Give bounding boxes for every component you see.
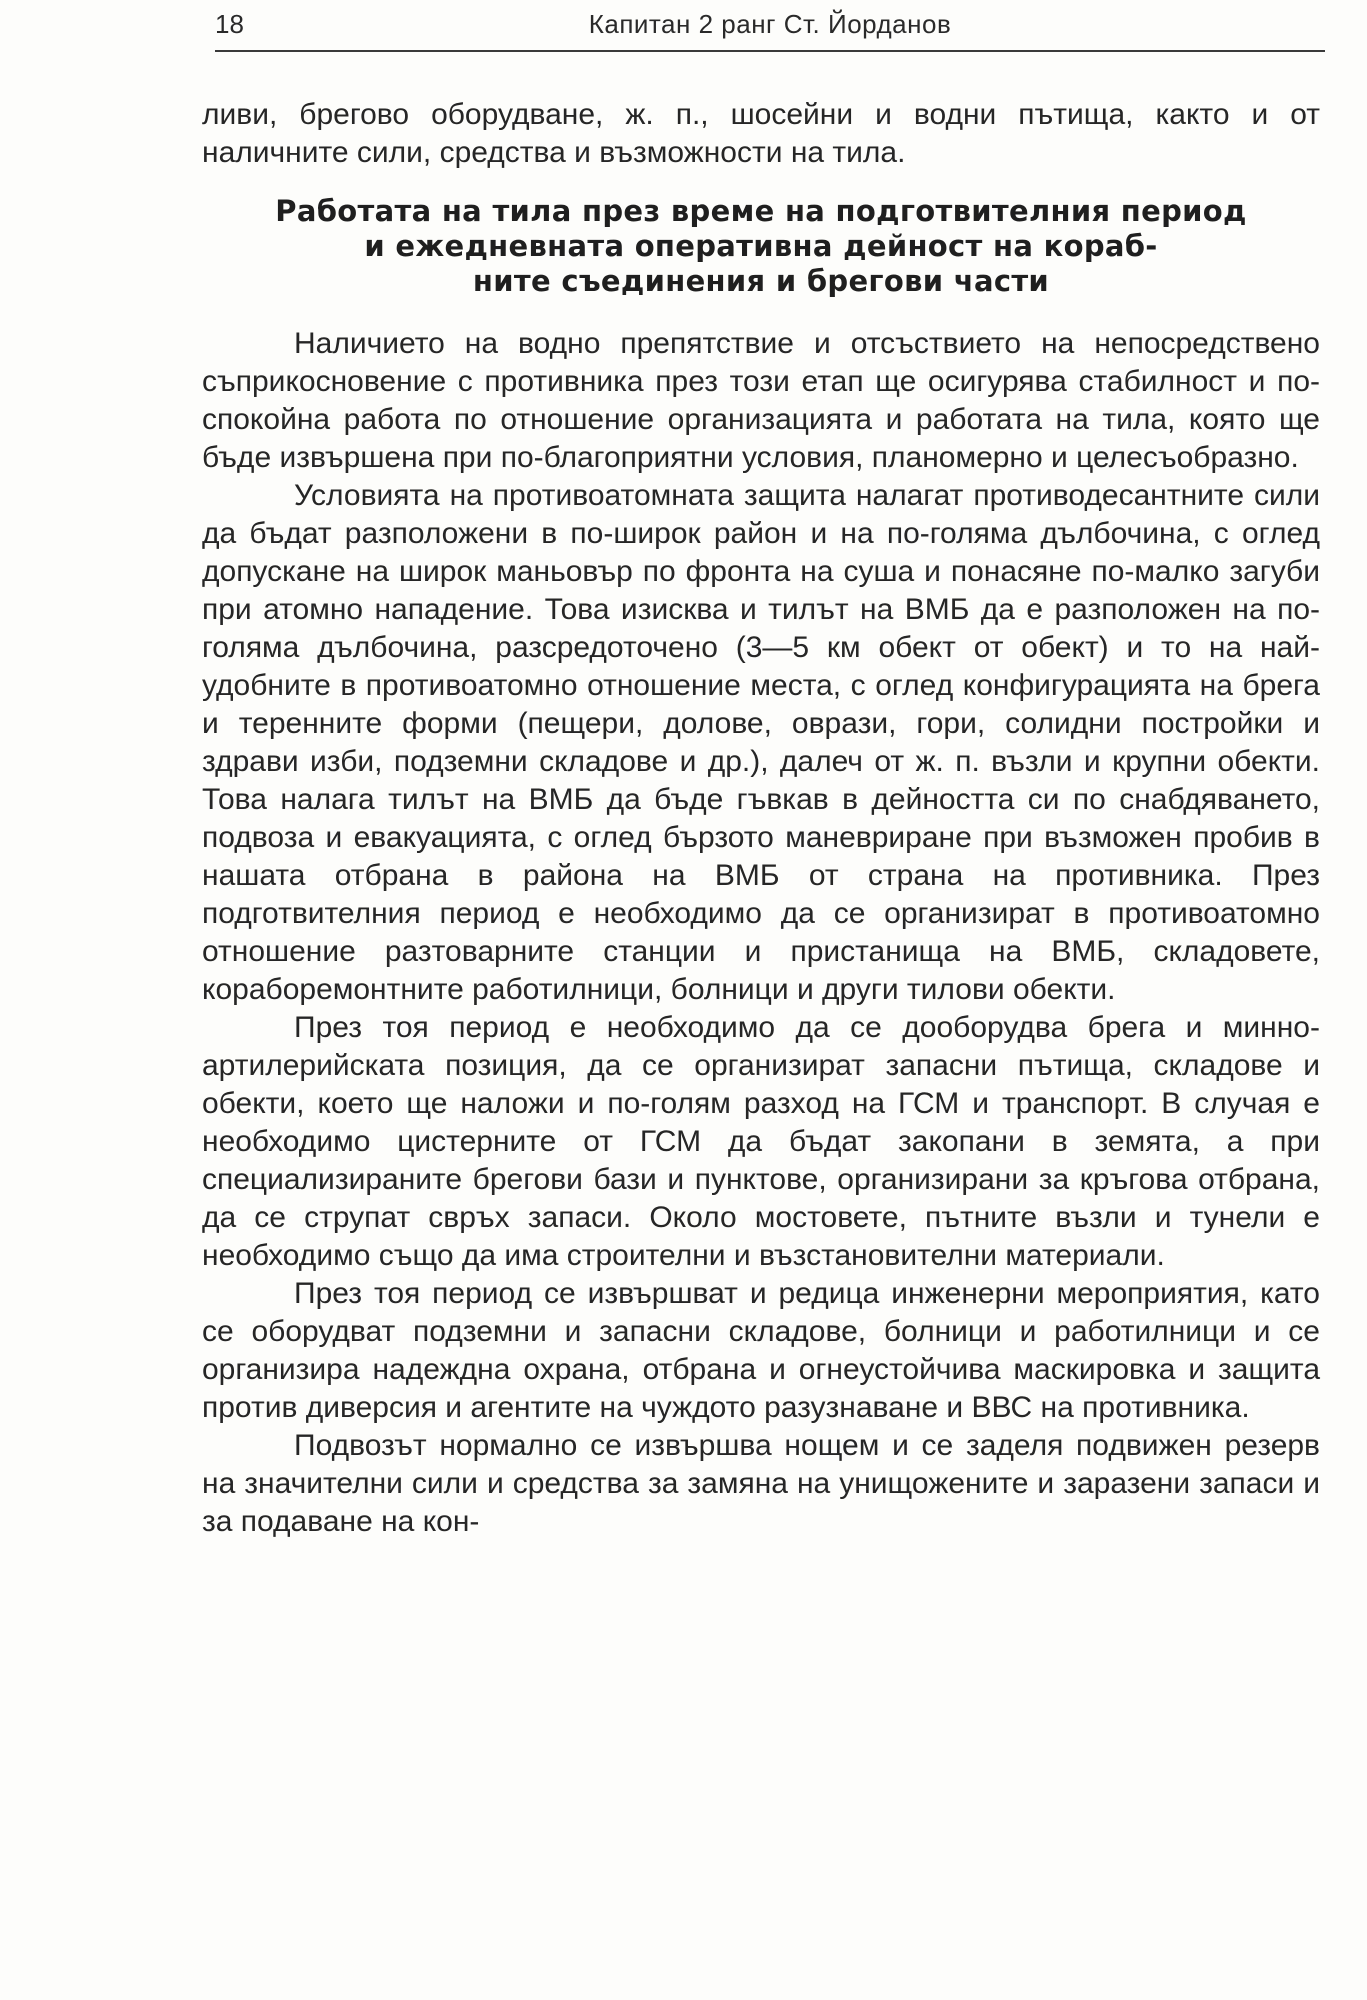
section-heading-line: ните съединения и брегови части (472, 264, 1050, 298)
header-rule (215, 50, 1325, 52)
running-title: Капитан 2 ранг Ст. Йорданов (588, 9, 952, 39)
opening-paragraph: ливи, брегово оборудване, ж. п., шосейни и водни пътища, както и от наличните сили, средства и възможности на тила. (202, 98, 1320, 169)
paragraph: Подвозът нормално се извършва нощем и се заделя подвижен резерв на значителни сили и средства за замяна на унищожените и заразени запаси и за подаване на кон- (202, 1429, 1320, 1538)
section-heading (202, 194, 1320, 299)
section-heading-line: и ежедневната оперативна дейност на кораб- (364, 229, 1158, 263)
page-number: 18 (215, 9, 244, 39)
paragraph: Наличието на водно препятствие и отсъствието на непосредствено съприкосновение с противника през този етап ще осигурява стабилност и по-спокойна работа по отношение организацията и работата на тила, която ще бъде извършена при по-благоприятни условия, планомерно и целесъобразно. (202, 327, 1320, 474)
paragraph: През тоя период се извършват и редица инженерни мероприятия, като се оборудват подземни и запасни складове, болници и работилници и се организира надеждна охрана, отбрана и огнеустойчива маскировка и защита против диверсия и агентите на чуждото разузнаване и ВВС на противника. (202, 1277, 1320, 1424)
section-heading-line: Работата на тила през време на подготвителния период (275, 194, 1247, 228)
running-head (215, 4, 1325, 44)
paragraph: Условията на противоатомната защита налагат противодесантните сили да бъдат разположени в по-широк район и на по-голяма дълбочина, с оглед допускане на широк маньовър по фронта на суша и понасяне по-малко загуби при атомно нападение. Това изисква и тилът на ВМБ да е разположен на по-голяма дълбочина, разсредоточено (3—5 км обект от обект) и то на най-удобните в противоатомно отношение места, с оглед конфигурацията на брега и теренните форми (пещери, долове, оврази, гори, солидни постройки и здрави изби, подземни складове и др.), далеч от ж. п. възли и крупни обекти. Това налага тилът на ВМБ да бъде гъвкав в дейността си по снабдяването, подвоза и евакуацията, с оглед бързото маневриране при възможен пробив в нашата отбрана в района на ВМБ от страна на противника. През подготвителния период е необходимо да се организират в противоатомно отношение разтоварните станции и пристанища на ВМБ, складовете, кораборемонтните работилници, болници и други тилови обекти. (202, 479, 1320, 1006)
paragraph: През тоя период е необходимо да се дооборудва брега и минно-артилерийската позиция, да се организират запасни пътища, складове и обекти, което ще наложи и по-голям разход на ГСМ и транспорт. В случая е необходимо цистерните от ГСМ да бъдат закопани в земята, а при специализираните брегови бази и пунктове, организирани за кръгова отбрана, да се струпат свръх запаси. Около мостовете, пътните възли и тунели е необходимо също да има строителни и възстановителни материали. (202, 1011, 1320, 1272)
body-text (202, 96, 1320, 1541)
